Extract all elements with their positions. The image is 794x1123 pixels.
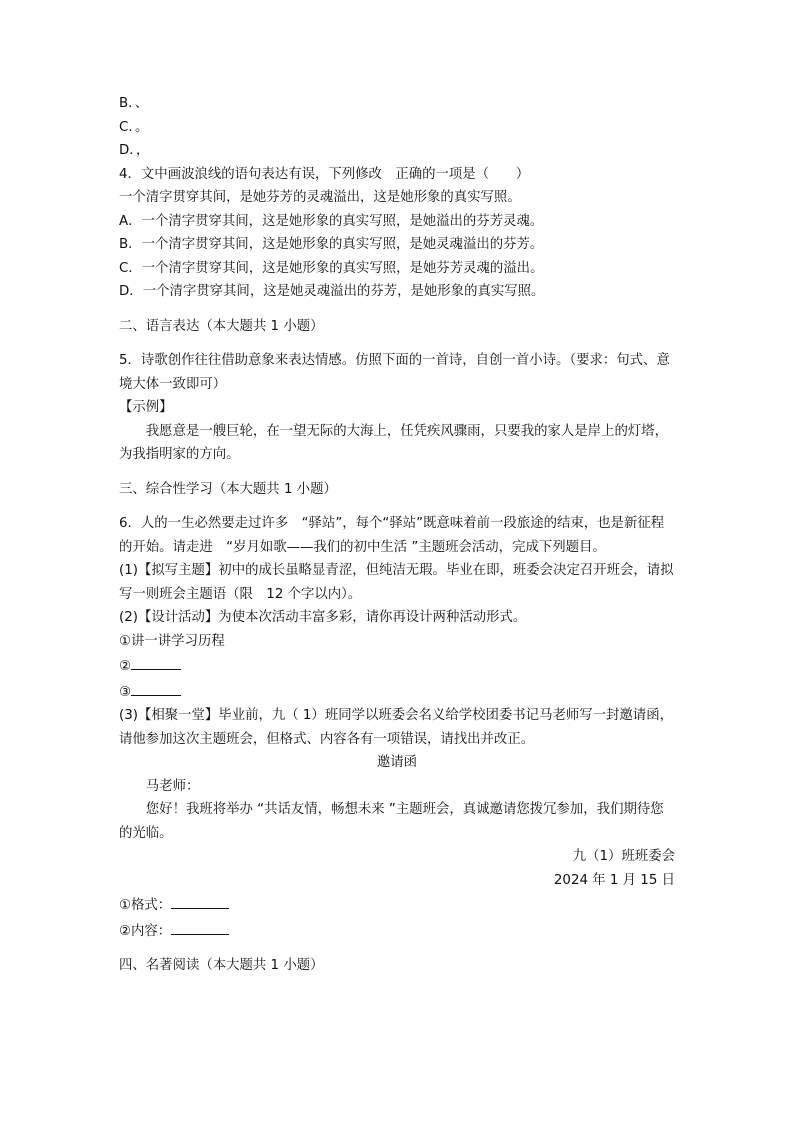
q6-part-2: (2)【设计活动】为使本次活动丰富多彩，请你再设计两种活动形式。 bbox=[119, 610, 527, 625]
example-label: 【示例】 bbox=[119, 400, 173, 415]
answer-format-blank[interactable] bbox=[171, 892, 229, 909]
example-poem: 我愿意是一艘巨轮，在一望无际的大海上，任凭疾风骤雨，只要我的家人是岸上的灯塔，为我指明家的方向。 bbox=[119, 423, 669, 462]
answer-content-label: ②内容： bbox=[119, 923, 172, 939]
q6-stem: 6．人的一生必然要走过许多 “驿站”，每个“驿站”既意味着前一段旅途的结束，也是新征程的开始。请走进 “岁月如歌——我们的初中生活 ”主题班会活动，完成下列题目。 bbox=[119, 516, 665, 555]
q4-option-a: A．一个清字贯穿其间，这是她形象的真实写照，是她溢出的芬芳灵魂。 bbox=[119, 213, 544, 229]
q4-option-d: D．一个清字贯穿其间，这是她灵魂溢出的芬芳，是她形象的真实写照。 bbox=[119, 284, 545, 299]
letter-date: 2024 年 1 月 15 日 bbox=[553, 872, 675, 888]
q4-original-sentence: 一个清字贯穿其间，是她芬芳的灵魂溢出，这是她形象的真实写照。 bbox=[119, 190, 521, 205]
q4-stem: 4．文中画波浪线的语句表达有误，下列修改 正确的一项是（ ） bbox=[119, 166, 530, 182]
q6-part-3: (3)【相聚一堂】毕业前，九（ 1）班同学以班委会名义给学校团委书记马老师写一封邀请函，请他参加这次主题班会，但格式、内容各有一项错误，请找出并改正。 bbox=[119, 708, 673, 747]
q3-option-b: B．、 bbox=[119, 96, 149, 111]
q6-part-1: (1)【拟写主题】初中的成长虽略显青涩，但纯洁无瑕。毕业在即，班委会决定召开班会，请拟写一则班会主题语（限 12 个字以内）。 bbox=[119, 563, 674, 602]
answer-content-blank[interactable] bbox=[171, 918, 229, 935]
activity-3-number: ③ bbox=[119, 684, 132, 700]
letter-body: 您好！我班将举办 “共话友情，畅想未来 ”主题班会，真诚邀请您拨冗参加，我们期待您的光临。 bbox=[119, 802, 664, 841]
q4-option-c: C．一个清字贯穿其间，这是她形象的真实写照，是她芬芳灵魂的溢出。 bbox=[119, 260, 544, 276]
q4-option-b: B．一个清字贯穿其间，这是她形象的真实写照，是她灵魂溢出的芬芳。 bbox=[119, 237, 544, 252]
answer-content bbox=[119, 918, 675, 944]
letter-salutation: 马老师： bbox=[145, 778, 200, 794]
answer-format-label: ①格式： bbox=[119, 898, 172, 913]
q5-stem: 5．诗歌创作往往借助意象来表达情感。仿照下面的一首诗，自创一首小诗。（要求：句式、意境大体一致即可） bbox=[119, 353, 670, 392]
section-4-heading: 四、名著阅读（本大题共 1 小题） bbox=[119, 958, 324, 973]
activity-3-blank[interactable] bbox=[131, 679, 181, 696]
activity-3 bbox=[119, 679, 675, 705]
activity-2-blank[interactable] bbox=[131, 653, 181, 670]
section-2-heading: 二、语言表达（本大题共 1 小题） bbox=[119, 318, 324, 334]
answer-format bbox=[119, 892, 675, 918]
letter-title: 邀请函 bbox=[376, 755, 418, 770]
q3-option-c: C．。 bbox=[119, 119, 149, 135]
q3-option-d: D．， bbox=[119, 143, 150, 158]
section-3-heading: 三、综合性学习（本大题共 1 小题） bbox=[119, 481, 337, 497]
activity-2 bbox=[119, 653, 675, 679]
letter-signature: 九（1）班班委会 bbox=[572, 849, 675, 864]
activity-2-number: ② bbox=[119, 659, 132, 674]
exam-page bbox=[119, 92, 675, 978]
activity-1: ①讲一讲学习历程 bbox=[119, 633, 225, 649]
